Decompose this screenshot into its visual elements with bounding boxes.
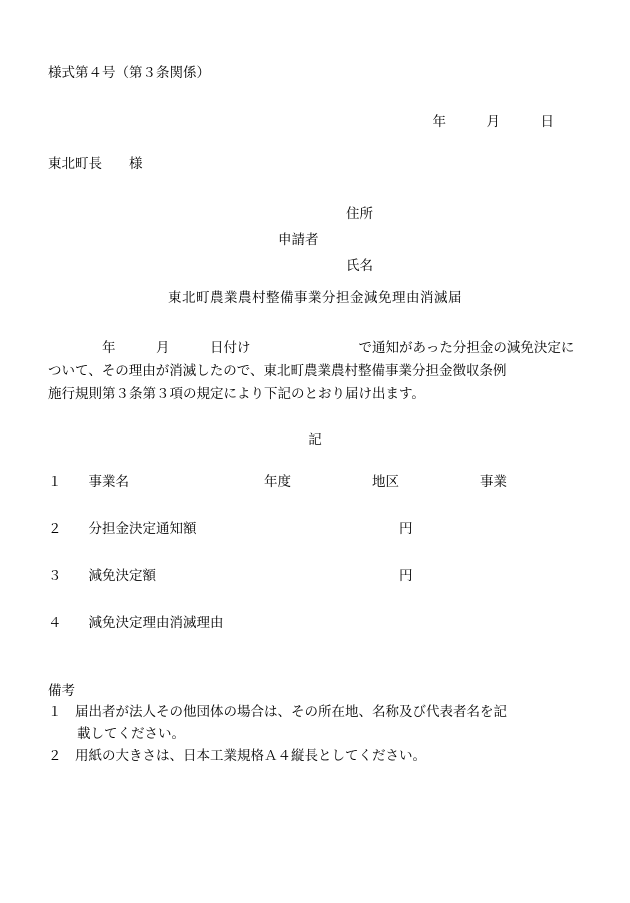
applicant-block	[48, 202, 582, 280]
applicant-name-label: 氏名	[346, 257, 373, 273]
note-item	[48, 701, 582, 723]
addressee: 東北町長 様	[48, 155, 143, 171]
body-line-3: 施行規則第３条第３項の規定により下記のとおり届け出ます。	[48, 386, 425, 402]
date-line: 年 月 日	[432, 113, 554, 129]
item-list	[48, 470, 582, 631]
list-item: ４ 減免決定理由消滅理由	[48, 614, 224, 630]
body-paragraph	[48, 336, 582, 406]
note-text: 届出者が法人その他団体の場合は、その所在地、名称及び代表者名を記	[61, 703, 507, 719]
form-number: 様式第４号（第３条関係）	[48, 65, 210, 80]
page-title: 東北町農業農村整備事業分担金減免理由消滅届	[168, 289, 462, 305]
body-line-1: 年 月 日付け で通知があった分担金の減免決定に	[48, 339, 575, 355]
note-number: ２	[48, 747, 62, 763]
notes-section	[48, 679, 582, 767]
list-item: ２ 分担金決定通知額 円	[48, 520, 413, 536]
note-number: １	[48, 703, 62, 719]
note-text: 用紙の大きさは、日本工業規格Ａ４縦長としてください。	[61, 747, 426, 763]
applicant-address-label: 住所	[346, 205, 373, 221]
list-item: ３ 減免決定額 円	[48, 567, 413, 583]
list-item: １ 事業名 年度 地区 事業	[48, 473, 507, 489]
note-continuation: 載してください。	[77, 726, 185, 742]
notes-title: 備考	[48, 682, 75, 698]
applicant-label: 申請者	[278, 231, 319, 247]
note-item	[48, 745, 582, 767]
body-line-2: ついて、その理由が消滅したので、東北町農業農村整備事業分担金徴収条例	[48, 363, 507, 379]
ki-marker: 記	[308, 431, 322, 447]
